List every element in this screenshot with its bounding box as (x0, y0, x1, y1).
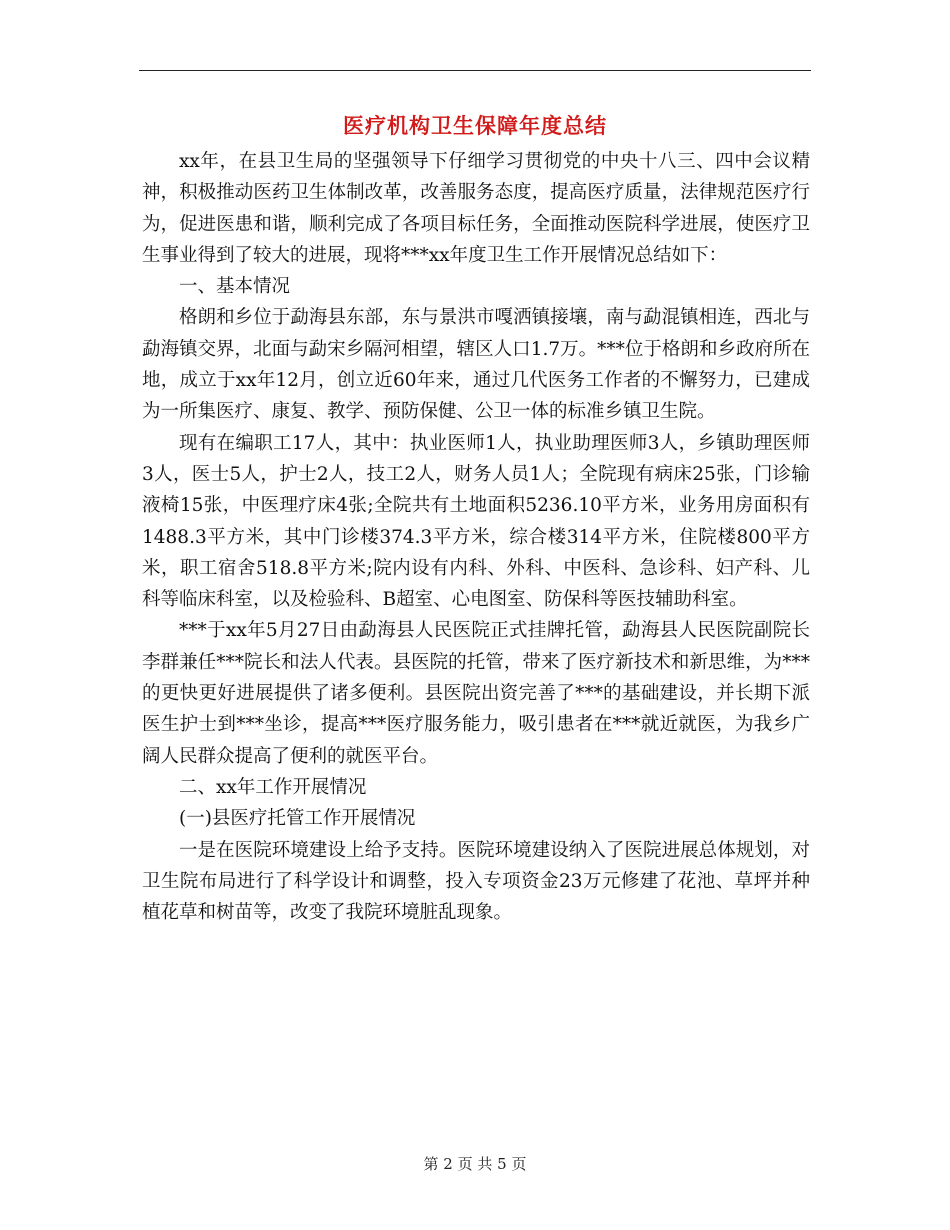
document-title: 医疗机构卫生保障年度总结 (343, 114, 607, 138)
section-heading-basic-info: 一、基本情况 (179, 276, 291, 298)
paragraph-intro: xx年，在县卫生局的坚强领导下仔细学习贯彻党的中央十八三、四中会议精神，积极推动医药卫生体制改革，改善服务态度，提高医疗质量，法律规范医疗行为，促进医患和谐，顺利完成了各项目标任务，全面推动医院科学进展，使医疗卫生事业得到了较大的进展，现将***xx年度卫生工作开展情况总结如下： (142, 151, 810, 266)
paragraph-environment-support: 一是在医院环境建设上给予支持。医院环境建设纳入了医院进展总体规划，对卫生院布局进行了科学设计和调整，投入专项资金23万元修建了花池、草坪并种植花草和树苗等，改变了我院环境脏乱现象。 (142, 839, 810, 924)
document-body (142, 146, 810, 928)
paragraph-location: 格朗和乡位于勐海县东部，东与景洪市嘎洒镇接壤，南与勐混镇相连，西北与勐海镇交界，北面与勐宋乡隔河相望，辖区人口1.7万。***位于格朗和乡政府所在地，成立于xx年12月，创立近60年来，通过几代医务工作者的不懈努力，已建成为一所集医疗、康复、教学、预防保健、公卫一体的标准乡镇卫生院。 (142, 307, 810, 423)
section-heading-work-progress: 二、xx年工作开展情况 (179, 776, 367, 798)
paragraph-staff-facilities: 现有在编职工17人，其中：执业医师1人，执业助理医师3人，乡镇助理医师3人，医士5人，护士2人，技工2人，财务人员1人；全院现有病床25张，门诊输液椅15张，中医理疗床4张;全院共有土地面积5236.10平方米，业务用房面积有1488.3平方米，其中门诊楼374.3平方米，综合楼314平方米，住院楼800平方米，职工宿舍518.8平方米;院内设有内科、外科、中医科、急诊科、妇产科、儿科等临床科室，以及检验科、B超室、心电图室、防保科等医技辅助科室。 (142, 432, 810, 611)
page-number-footer: 第 2 页 共 5 页 (423, 1155, 527, 1173)
paragraph-hospital-trusteeship: ***于xx年5月27日由勐海县人民医院正式挂牌托管，勐海县人民医院副院长李群兼任***院长和法人代表。县医院的托管，带来了医疗新技术和新思维，为***的更快更好进展提供了诸多便利。县医院出资完善了***的基础建设，并长期下派医生护士到***坐诊，提高***医疗服务能力，吸引患者在***就近就医，为我乡广阔人民群众提高了便利的就医平台。 (142, 620, 810, 767)
subsection-heading-trusteeship-work: (一)县医疗托管工作开展情况 (179, 808, 416, 830)
header-rule (139, 70, 811, 71)
